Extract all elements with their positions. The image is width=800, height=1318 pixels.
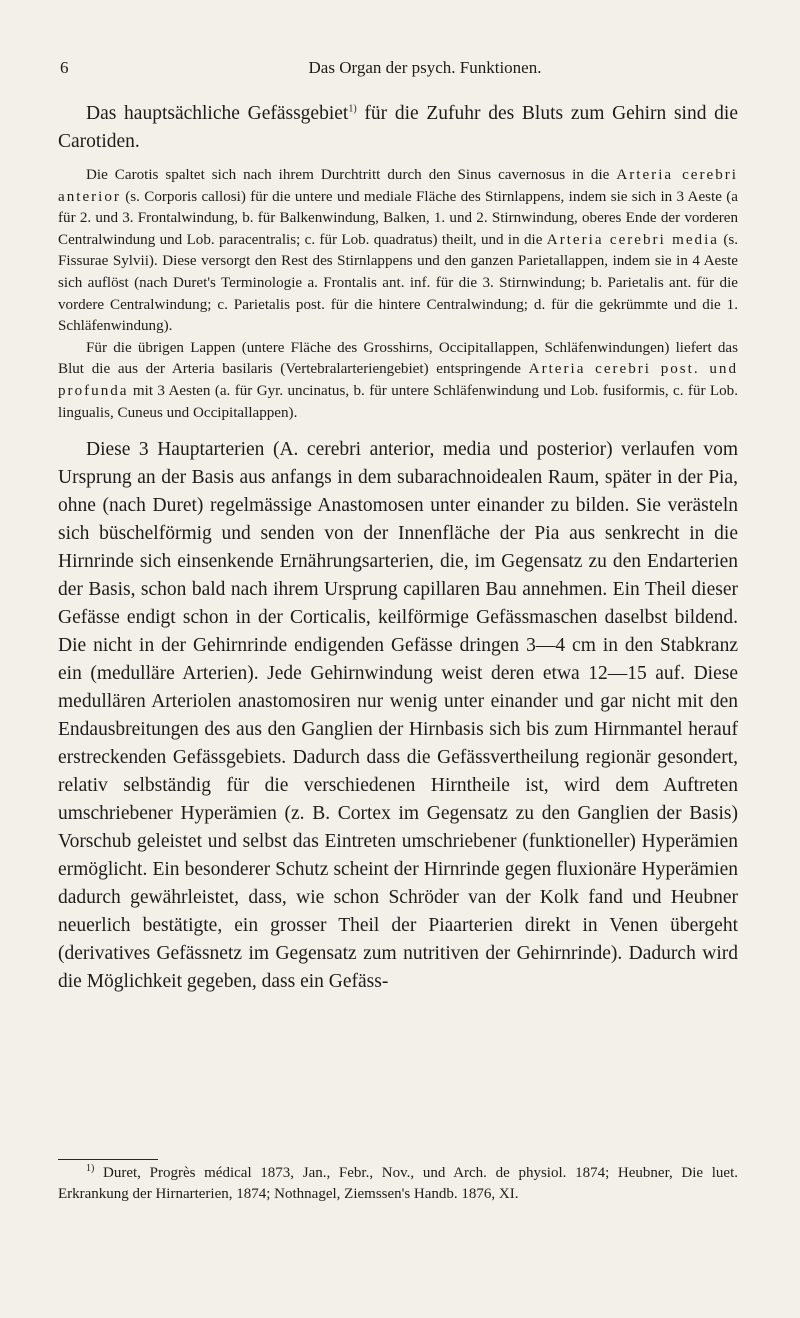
footnote-text: Duret, Progrès médical 1873, Jan., Febr., Nov., und Arch. de physiol. 1874; Heubner, Die luet. Erkrankung der Hirnarterien, 1874; Nothnagel, Ziemssen's Handb. 1876, XI. — [58, 1165, 738, 1202]
footnotes — [58, 1163, 738, 1204]
text-run: mit 3 Aesten (a. für Gyr. uncinatus, b. für untere Schläfenwindung und Lob. fusiformis, c. für Lob. lingualis, Cuneus und Occipitallappen). — [58, 382, 738, 421]
spaced-term: Arteria cerebri media — [546, 231, 719, 248]
lead-text: Das hauptsächliche Gefässgebiet — [86, 103, 349, 124]
text-run: Die Carotis spaltet sich nach ihrem Durchtritt durch den Sinus cavernosus in die — [86, 167, 617, 183]
lead-text-continued: für die Zufuhr des Bluts zum Gehirn sind die Carotiden. — [58, 103, 738, 152]
footnote-mark: 1) — [86, 1163, 95, 1174]
small-paragraph-carotis — [58, 165, 738, 338]
footnote-divider — [58, 1159, 158, 1160]
body-text — [58, 100, 738, 996]
text-run: (s. Fissurae Sylvii). Diese versorgt den Rest des Stirnlappens und den ganzen Parietallappen, indem sie in 4 Aeste sich auflöst (nach Duret's Terminologie a. Frontalis ant. inf. für die 3. Stirnwindung; b. Parietalis ant. für die vordere Centralwindung; c. Parietalis post. für die hintere Centralwindung; d. für die gekrümmte und die 1. Schläfenwindung). — [58, 231, 738, 335]
footnote — [58, 1163, 738, 1204]
footnote-reference: 1) — [348, 103, 357, 115]
text-run: Für die übrigen Lappen (untere Fläche des Grosshirns, Occipitallappen, Schläfenwindungen) liefert das Blut die aus der Arteria basilaris (Vertebralarteriengebiet) entspringende — [58, 339, 738, 378]
running-title: Das Organ der psych. Funktionen. — [308, 58, 542, 77]
small-paragraph-basilaris — [58, 338, 738, 424]
page-number: 6 — [60, 58, 69, 77]
lead-paragraph — [58, 100, 738, 156]
page-header — [60, 58, 760, 84]
spaced-term: Arteria cerebri post. und profunda — [58, 361, 738, 399]
main-paragraph: Diese 3 Hauptarterien (A. cerebri anterior, media und posterior) verlaufen vom Ursprung an der Basis aus anfangs in dem subarachnoidealen Raum, später in der Pia, ohne (nach Duret) regelmässige Anastomosen unter einander zu bilden. Sie verästeln sich büschelförmig und senden von der Innenfläche der Pia aus senkrecht in die Hirnrinde sich einsenkende Ernährungsarterien, die, im Gegensatz zu den Endarterien der Basis, schon bald nach ihrem Ursprung capillaren Bau annehmen. Ein Theil dieser Gefässe endigt schon in der Corticalis, keilförmige Gefässmaschen daselbst bildend. Die nicht in der Gehirnrinde endigenden Gefässe dringen 3—4 cm in den Stabkranz ein (medulläre Arterien). Jede Gehirnwindung weist deren etwa 12—15 auf. Diese medullären Arteriolen anastomosiren nur wenig unter einander und gar nicht mit den Endausbreitungen des aus den Ganglien der Hirnbasis sich bis zum Hirnmantel herauf erstreckenden Gefässgebiets. Dadurch dass die Gefässvertheilung regionär gesondert, relativ selbständig für die verschiedenen Hirntheile ist, wird dem Auftreten umschriebener Hyperämien (z. B. Cortex im Gegensatz zu den Ganglien der Basis) Vorschub geleistet und selbst das Eintreten umschriebener (funktioneller) Hyperämien ermöglicht. Ein besonderer Schutz scheint der Hirnrinde gegen fluxionäre Hyperämien dadurch gewährleistet, dass, wie schon Schröder van der Kolk fand und Heubner neuerlich bestätigte, ein grosser Theil der Piaarterien direkt in Venen übergeht (derivatives Gefässnetz im Gegensatz zum nutritiven der Gehirnrinde). Dadurch wird die Möglichkeit gegeben, dass ein Gefäss- — [58, 439, 738, 993]
spaced-term: Arteria cerebri anterior — [58, 167, 738, 205]
text-run: (s. Corporis callosi) für die untere und mediale Fläche des Stirnlappens, indem sie sich in 3 Aeste (a für 2. und 3. Frontalwindung, b. für Balkenwindung, Balken, 1. und 2. Stirnwindung, oberes Ende der vorderen Centralwindung und Lob. paracentralis; c. für Lob. quadratus) theilt, und in die — [58, 188, 738, 248]
